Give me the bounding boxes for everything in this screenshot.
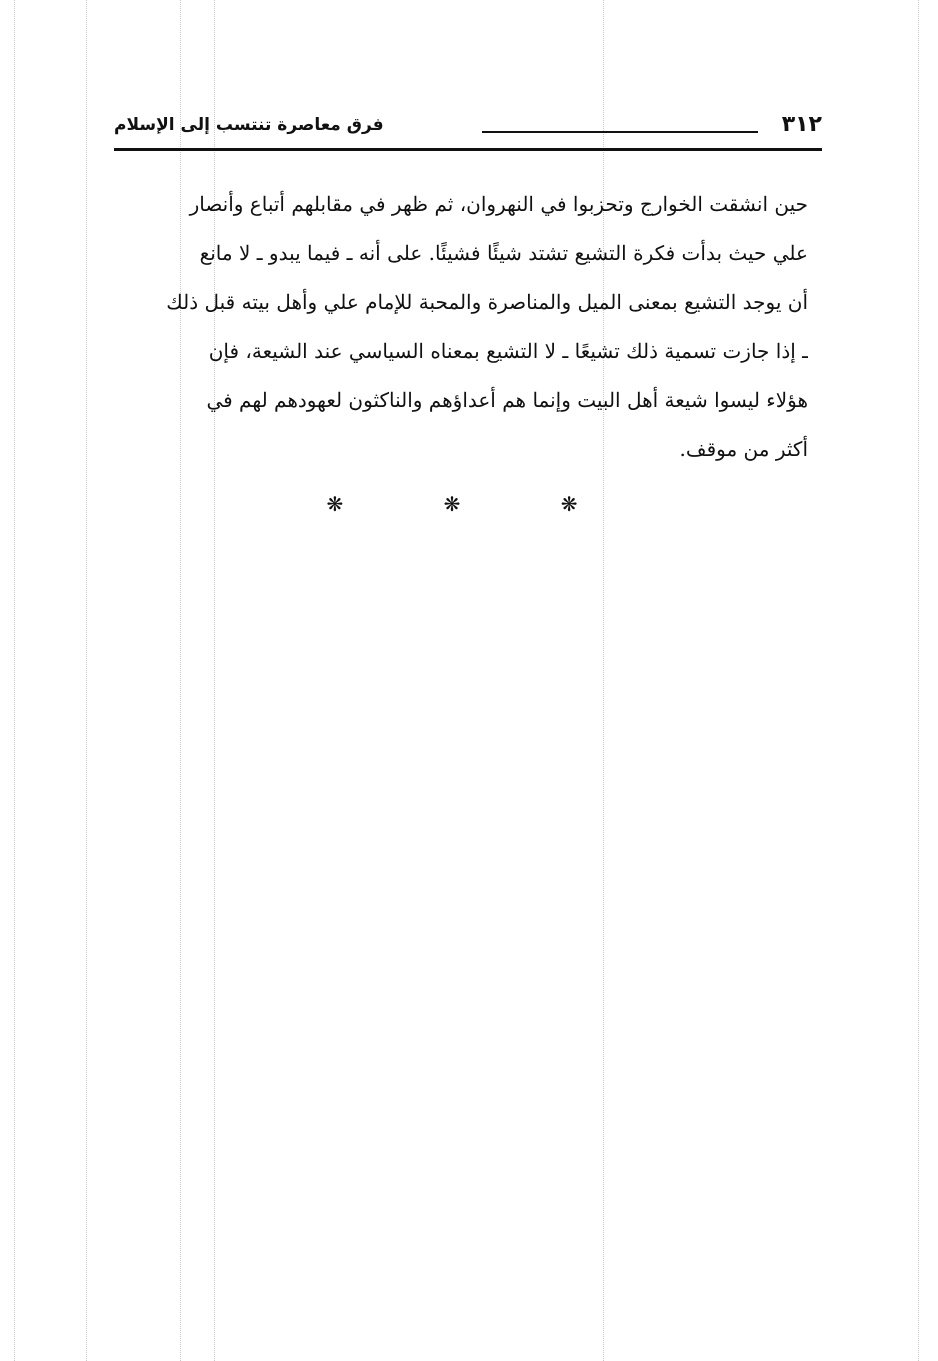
section-separator xyxy=(0,492,938,516)
text-line: حين انشقت الخوارج وتحزبوا في النهروان، ثم ظهر في مقابلهم أتباع وأنصار xyxy=(189,192,808,216)
running-head xyxy=(114,110,822,144)
page-number: ٣١٢ xyxy=(781,112,822,137)
body-paragraph xyxy=(114,180,808,474)
running-title: فرق معاصرة تنتسب إلى الإسلام xyxy=(114,115,384,135)
text-line: أن يوجد التشيع بمعنى الميل والمناصرة والمحبة للإمام علي وأهل بيته قبل ذلك xyxy=(166,290,808,314)
header-rule xyxy=(114,148,822,151)
header-dash xyxy=(482,131,758,133)
asterism-icon: ❋ xyxy=(560,492,612,516)
text-line: علي حيث بدأت فكرة التشيع تشتد شيئًا فشيئًا. على أنه ـ فيما يبدو ـ لا مانع xyxy=(199,241,808,265)
text-line: هؤلاء ليسوا شيعة أهل البيت وإنما هم أعداؤهم والناكثون لعهودهم لهم في xyxy=(206,388,808,412)
asterism-icon: ❋ xyxy=(443,492,495,516)
asterism-icon: ❋ xyxy=(326,492,378,516)
text-line: ـ إذا جازت تسمية ذلك تشيعًا ـ لا التشيع بمعناه السياسي عند الشيعة، فإن xyxy=(208,339,808,363)
text-line: أكثر من موقف. xyxy=(679,437,808,461)
